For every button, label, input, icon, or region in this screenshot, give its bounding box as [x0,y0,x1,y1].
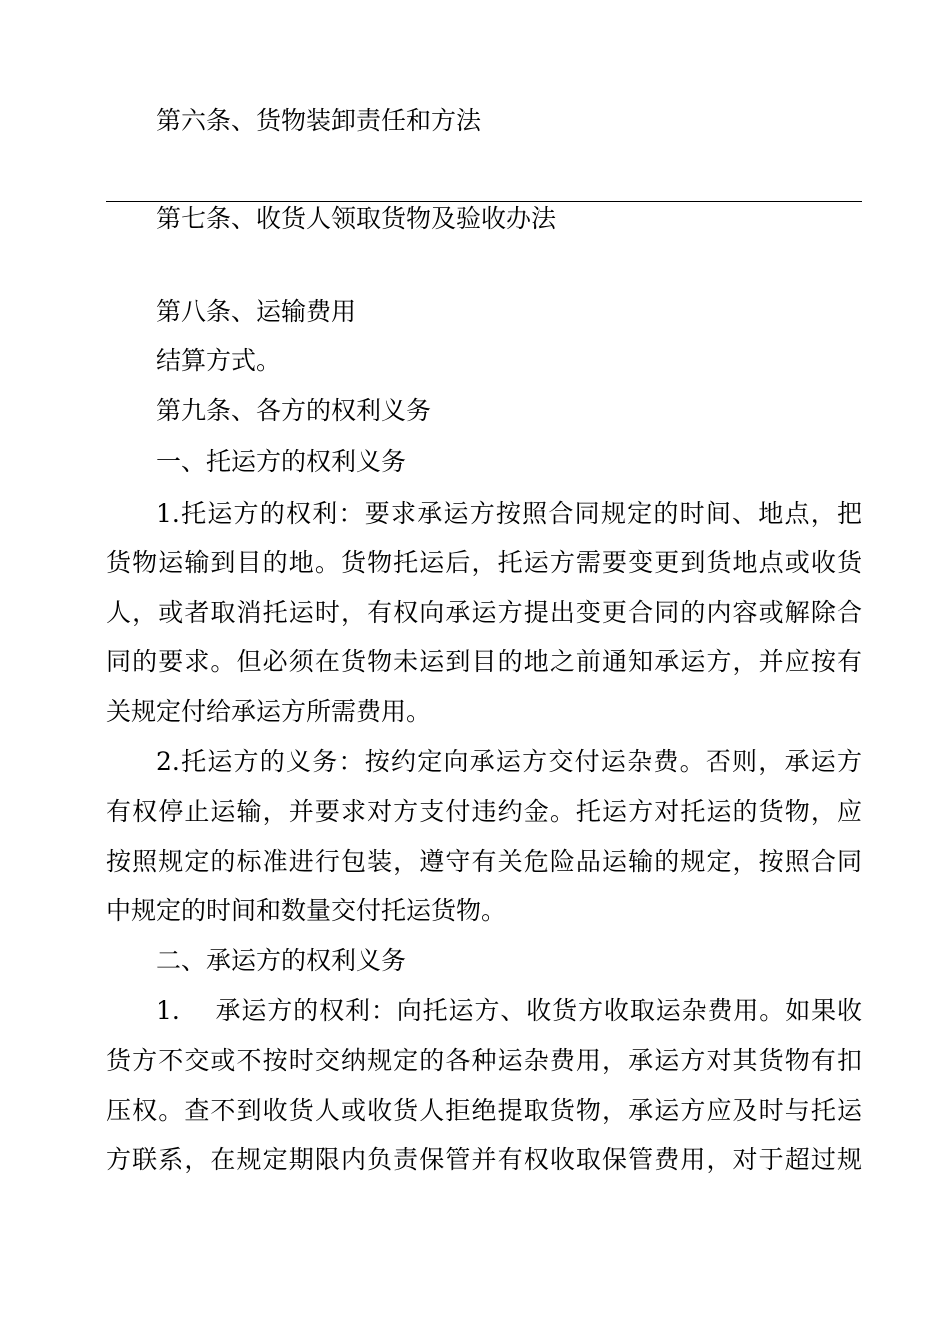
paragraph-line: 关规定付给承运方所需费用。 [106,697,432,726]
paragraph-line: 中规定的时间和数量交付托运货物。 [106,896,507,925]
paragraph-line: 1. 承运方的权利：向托运方、收货方收取运杂费用。如果收 [156,996,862,1025]
paragraph-line: 1.托运方的权利：要求承运方按照合同规定的时间、地点，把 [156,499,862,528]
section-2-heading: 二、承运方的权利义务 [156,946,407,975]
article-7-heading: 第七条、收货人领取货物及验收办法 [156,204,557,233]
section-1-heading: 一、托运方的权利义务 [156,447,407,476]
paragraph-line: 有权停止运输，并要求对方支付违约金。托运方对托运的货物，应 [106,797,862,826]
paragraph-line: 方联系，在规定期限内负责保管并有权收取保管费用，对于超过规 [106,1145,862,1174]
paragraph-line: 货方不交或不按时交纳规定的各种运杂费用，承运方对其货物有扣 [106,1046,862,1075]
horizontal-rule [106,201,862,202]
paragraph-line: 压权。查不到收货人或收货人拒绝提取货物，承运方应及时与托运 [106,1096,862,1125]
paragraph-line: 货物运输到目的地。货物托运后，托运方需要变更到货地点或收货 [106,548,862,577]
paragraph-line: 人，或者取消托运时，有权向承运方提出变更合同的内容或解除合 [106,598,862,627]
article-9-heading: 第九条、各方的权利义务 [156,396,432,425]
paragraph-line: 同的要求。但必须在货物未运到目的地之前通知承运方，并应按有 [106,647,862,676]
settlement-method-line: 结算方式。 [156,346,282,375]
article-8-heading: 第八条、运输费用 [156,297,357,326]
paragraph-line: 2.托运方的义务：按约定向承运方交付运杂费。否则，承运方 [156,747,862,776]
article-6-heading: 第六条、货物装卸责任和方法 [156,106,482,135]
paragraph-line: 按照规定的标准进行包装，遵守有关危险品运输的规定，按照合同 [106,847,862,876]
